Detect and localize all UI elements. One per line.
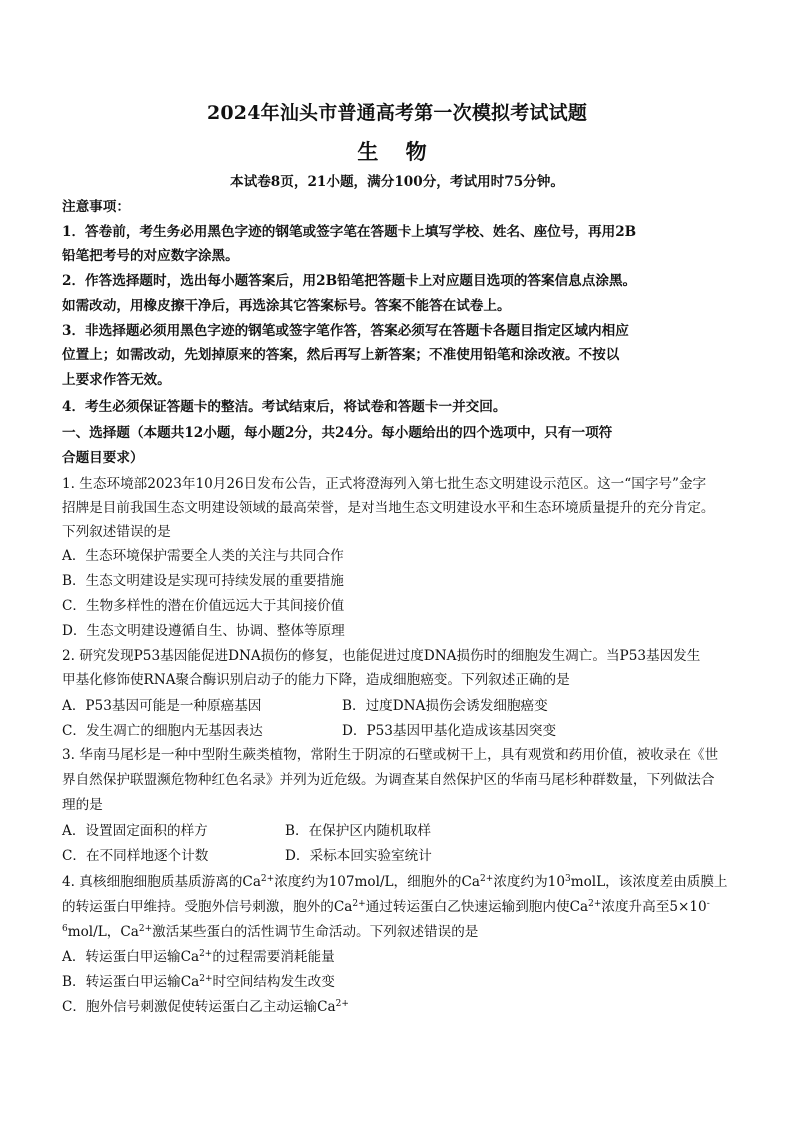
notice-heading: 注意事项： [62,199,130,215]
question-2-option-a: A．P53基因可能是一种原癌基因 [62,698,262,714]
notice-line: 4．考生必须保证答题卡的整洁。考试结束后，将试卷和答题卡一并交回。 [62,399,507,415]
notice-line: 位置上；如需改动，先划掉原来的答案，然后再写上新答案；不准使用铅笔和涂改液。不按以 [62,347,620,363]
notice-line: 如需改动，用橡皮擦干净后，再选涂其它答案标号。答案不能答在试卷上。 [62,298,511,314]
question-2-option-b: B．过度DNA损伤会诱发细胞癌变 [342,698,548,714]
question-3-options-row [62,821,752,841]
question-3-option-d: D．采标本回实验室统计 [285,848,432,864]
notice-line: 3．非选择题必须用黑色字迹的钢笔或签字笔作答，答案必须写在答题卡各题目指定区域内相应 [62,323,629,339]
notice-line: 2．作答选择题时，选出每小题答案后，用2B铅笔把答题卡上对应题目选项的答案信息点涂黑。 [62,273,637,289]
question-1-option-b: B．生态文明建设是实现可持续发展的重要措施 [62,573,344,589]
exam-info: 本试卷8页，21小题，满分100分，考试用时75分钟。 [230,174,564,190]
question-1-stem: 1. 生态环境部2023年10月26日发布公告，正式将澄海列入第七批生态文明建设示范区。这一“国字号”金字 [62,476,707,492]
question-2-options-row [62,696,752,716]
question-1-option-a: A．生态环境保护需要全人类的关注与共同合作 [62,548,344,564]
question-1-stem: 下列叙述错误的是 [62,524,171,540]
question-4-stem: 4. 真核细胞细胞质基质游离的$Ca^{2+}$浓度约为107mol/L，细胞外的$Ca^{2+}$浓度约为$10^3molL$，该浓度差由质膜上 [62,874,728,890]
question-2-stem: 2. 研究发现P53基因能促进DNA损伤的修复，也能促进过度DNA损伤时的细胞发生凋亡。当P53基因发生 [62,648,701,664]
question-4-option-a: A．转运蛋白甲运输$Ca^{2+}$的过程需要消耗能量 [62,949,335,965]
notice-line: 1．答卷前，考生务必用黑色字迹的钢笔或签字笔在答题卡上填写学校、姓名、座位号，再用2B [62,224,637,240]
question-2-stem: 甲基化修饰使RNA聚合酶识别启动子的能力下降，造成细胞癌变。下列叙述正确的是 [62,672,570,688]
question-3-stem: 界自然保护联盟濒危物种红色名录》并列为近危级。为调查某自然保护区的华南马尾杉种群数量，下列做法合 [62,772,715,788]
exam-title: 2024年汕头市普通高考第一次模拟考试试题 [206,102,588,124]
question-3-option-b: B．在保护区内随机取样 [285,823,431,839]
question-3-options-row [62,846,752,866]
question-1-option-d: D．生态文明建设遵循自生、协调、整体等原理 [62,623,345,639]
question-1-stem: 招牌是目前我国生态文明建设领域的最高荣誉，是对当地生态文明建设水平和生态环境质量提升的充分肯定。 [62,500,715,516]
question-2-option-d: D．P53基因甲基化造成该基因突变 [342,723,557,739]
question-2-options-row [62,721,752,741]
subject-title: 生 物 [357,139,437,164]
notice-line: 上要求作答无效。 [62,372,171,388]
question-4-stem: 的转运蛋白甲维持。受胞外信号刺激，胞外的$Ca^{2+}$通过转运蛋白乙快速运输到胞内使$Ca^{2+}$浓度升高至5×10- [62,899,710,915]
question-4-option-c: C．胞外信号刺激促使转运蛋白乙主动运输$Ca^{2+}$ [62,999,349,1015]
question-3-stem: 3. 华南马尾杉是一种中型附生蕨类植物，常附生于阴凉的石壁或树干上，具有观赏和药用价值，被收录在《世 [62,747,719,763]
notice-line: 铅笔把考号的对应数字涂黑。 [62,248,239,264]
section-heading: 一、选择题（本题共12小题，每小题2分，共24分。每小题给出的四个选项中，只有一项符 [62,425,613,441]
question-3-stem: 理的是 [62,797,103,813]
question-3-option-a: A．设置固定面积的样方 [62,823,208,839]
section-heading: 合题目要求） [62,450,144,466]
question-1-option-c: C．生物多样性的潜在价值远远大于其间接价值 [62,598,345,614]
question-4-stem: $^6$mol/L，$Ca^{2+}$激活某些蛋白的活性调节生命活动。下列叙述错误的是 [62,924,479,940]
question-4-option-b: B．转运蛋白甲运输$Ca^{2+}$时空间结构发生改变 [62,974,335,990]
question-3-option-c: C．在不同样地逐个计数 [62,848,209,864]
question-2-option-c: C．发生凋亡的细胞内无基因表达 [62,723,263,739]
